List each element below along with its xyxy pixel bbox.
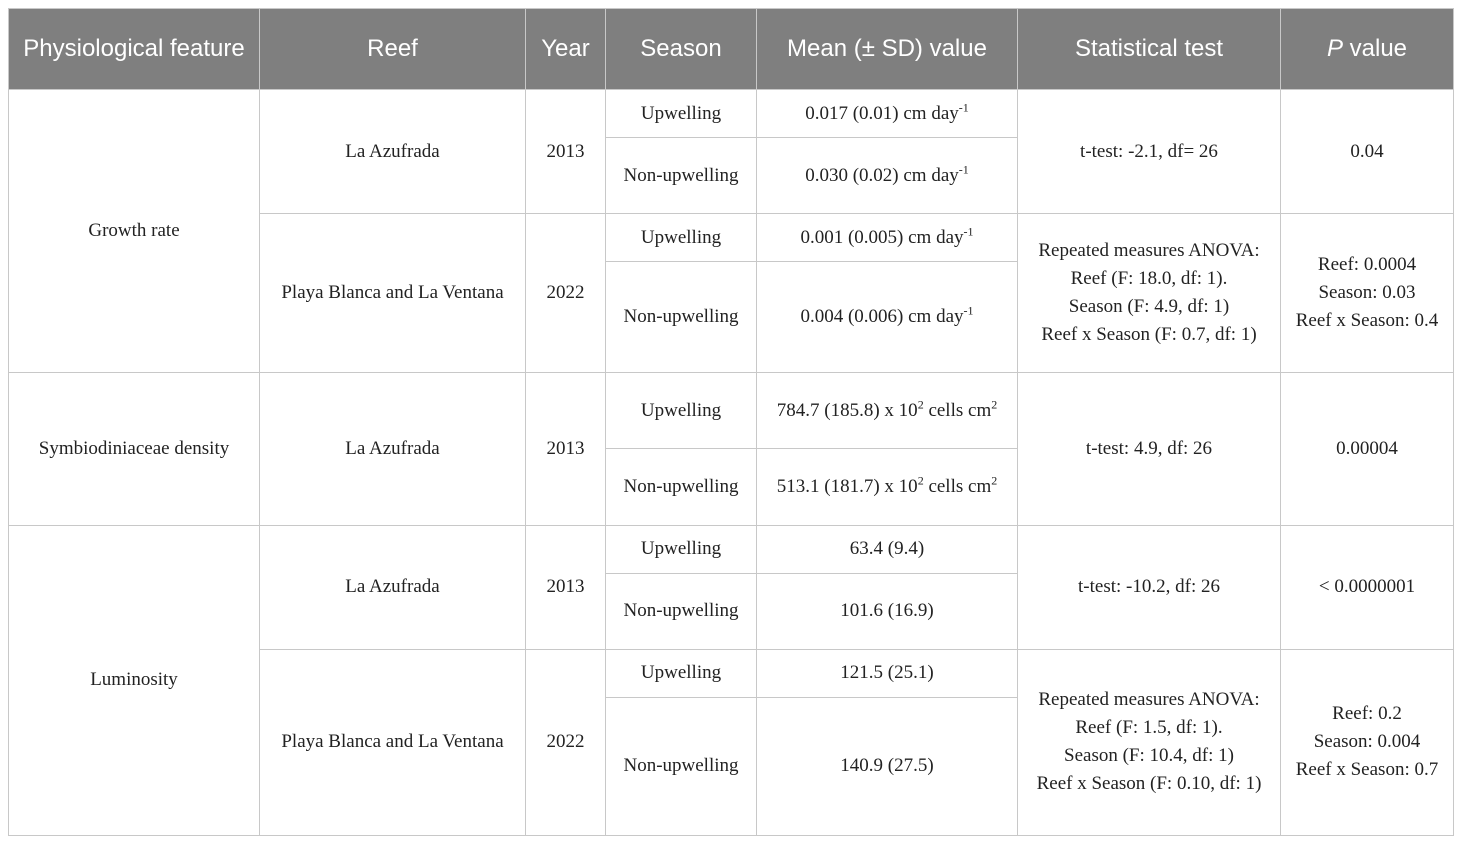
p-line: Reef: 0.2 (1332, 703, 1402, 725)
table-row (9, 90, 1454, 138)
season-cell: Upwelling (606, 90, 757, 138)
header-reef: Reef (260, 9, 526, 90)
year-cell: 2013 (526, 525, 606, 649)
reef-cell: Playa Blanca and La Ventana (260, 214, 526, 373)
test-line: Season (F: 4.9, df: 1) (1068, 296, 1230, 318)
mean-cell (757, 90, 1018, 138)
mean-value: 0.017 (0.01) cm day (805, 102, 959, 124)
feature-cell: Luminosity (9, 525, 260, 835)
test-line: Reef (F: 18.0, df: 1). (1070, 268, 1228, 290)
reef-cell: La Azufrada (260, 373, 526, 525)
season-cell: Upwelling (606, 373, 757, 449)
p-value-cell: < 0.0000001 (1281, 525, 1454, 649)
p-line: Season: 0.004 (1313, 731, 1421, 753)
mean-exponent: -1 (958, 162, 969, 177)
test-cell: t-test: -10.2, df: 26 (1018, 525, 1281, 649)
header-p-rest: value (1342, 35, 1408, 62)
p-value-cell: 0.00004 (1281, 373, 1454, 525)
year-cell: 2013 (526, 373, 606, 525)
test-line: Repeated measures ANOVA: (1038, 240, 1260, 262)
season-cell: Non-upwelling (606, 262, 757, 373)
mean-cell (757, 214, 1018, 262)
test-line: Repeated measures ANOVA: (1038, 689, 1260, 711)
p-value-cell: 0.04 (1281, 90, 1454, 214)
header-season: Season (606, 9, 757, 90)
season-cell: Non-upwelling (606, 138, 757, 214)
test-line: Reef (F: 1.5, df: 1). (1075, 717, 1223, 739)
header-p-value (1281, 9, 1454, 90)
header-row (9, 9, 1454, 90)
season-cell: Non-upwelling (606, 449, 757, 525)
p-value-cell (1281, 649, 1454, 835)
table-row (9, 525, 1454, 573)
header-p-italic: P (1326, 35, 1343, 62)
p-line: Reef: 0.0004 (1317, 254, 1417, 276)
test-cell (1018, 214, 1281, 373)
mean-cell: 101.6 (16.9) (757, 573, 1018, 649)
test-cell: t-test: 4.9, df: 26 (1018, 373, 1281, 525)
reef-cell: Playa Blanca and La Ventana (260, 649, 526, 835)
reef-cell: La Azufrada (260, 90, 526, 214)
season-cell: Non-upwelling (606, 697, 757, 835)
p-line: Reef x Season: 0.4 (1295, 310, 1439, 332)
test-line: Reef x Season (F: 0.10, df: 1) (1036, 773, 1262, 795)
unit-exponent: 2 (991, 473, 998, 488)
mean-unit: cells cm (923, 399, 992, 421)
mean-exponent: 2 (917, 473, 924, 488)
unit-exponent: 2 (991, 397, 998, 412)
mean-value: 0.004 (0.006) cm day (800, 306, 964, 328)
mean-value: 784.7 (185.8) x 10 (776, 399, 918, 421)
mean-value: 513.1 (181.7) x 10 (776, 476, 918, 497)
reef-cell: La Azufrada (260, 525, 526, 649)
table-row (9, 373, 1454, 449)
mean-cell (757, 449, 1018, 525)
test-cell (1018, 649, 1281, 835)
mean-value: 0.030 (0.02) cm day (805, 164, 959, 186)
mean-cell: 121.5 (25.1) (757, 649, 1018, 697)
mean-value: 0.001 (0.005) cm day (800, 226, 964, 248)
p-line: Reef x Season: 0.7 (1295, 759, 1439, 781)
mean-cell (757, 262, 1018, 373)
season-cell: Upwelling (606, 525, 757, 573)
year-cell: 2013 (526, 90, 606, 214)
year-cell: 2022 (526, 214, 606, 373)
physiology-table (8, 8, 1454, 836)
header-mean: Mean (± SD) value (757, 9, 1018, 90)
test-line: Season (F: 10.4, df: 1) (1064, 745, 1234, 767)
test-cell: t-test: -2.1, df= 26 (1018, 90, 1281, 214)
mean-exponent: -1 (958, 100, 969, 115)
mean-cell (757, 138, 1018, 214)
season-cell: Upwelling (606, 214, 757, 262)
p-line: Season: 0.03 (1318, 282, 1416, 304)
mean-exponent: -1 (963, 303, 974, 318)
season-cell: Upwelling (606, 649, 757, 697)
mean-cell (757, 373, 1018, 449)
season-cell: Non-upwelling (606, 573, 757, 649)
mean-cell: 140.9 (27.5) (757, 697, 1018, 835)
feature-cell: Growth rate (9, 90, 260, 373)
year-cell: 2022 (526, 649, 606, 835)
header-test: Statistical test (1018, 9, 1281, 90)
test-line: Reef x Season (F: 0.7, df: 1) (1041, 324, 1257, 346)
mean-unit: cells cm (923, 476, 992, 497)
header-year: Year (526, 9, 606, 90)
header-feature: Physiological feature (9, 9, 260, 90)
feature-cell: Symbiodiniaceae density (9, 373, 260, 525)
mean-cell: 63.4 (9.4) (757, 525, 1018, 573)
mean-exponent: -1 (963, 224, 974, 239)
p-value-cell (1281, 214, 1454, 373)
mean-exponent: 2 (917, 397, 924, 412)
